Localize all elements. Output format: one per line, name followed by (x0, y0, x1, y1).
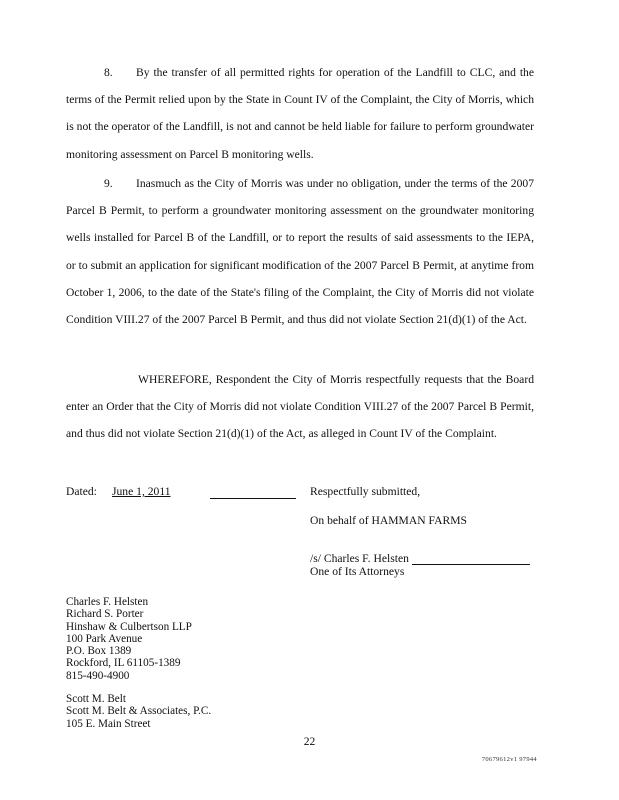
paragraph-8 (66, 59, 534, 168)
on-behalf-text: On behalf of HAMMAN FARMS (310, 514, 467, 527)
paragraph-8-text: By the transfer of all permitted rights for operation of the Landfill to CLC, and the terms of the Permit relied upon by the State in Count IV of the Complaint, the City of Morris, which is not the operator of the Landfill, is not and cannot be held liable for failure to perform groundwater monitoring assessment on Parcel B monitoring wells. (66, 66, 534, 161)
paragraph-8-number: 8. (104, 66, 113, 79)
date-blank-line (210, 498, 296, 499)
attorney-line: Scott M. Belt & Associates, P.C. (66, 705, 212, 718)
attorney-line: Charles F. Helsten (66, 596, 149, 608)
signer-name: /s/ Charles F. Helsten (310, 552, 409, 565)
dated-label: Dated: (66, 485, 97, 498)
date-value: June 1, 2011 (112, 485, 171, 498)
attorney-line: Rockford, IL 61105-1389 (66, 657, 181, 670)
document-id: 70679612v1 97944 (481, 756, 537, 763)
attorney-block-2 (66, 693, 211, 730)
attorney-block-1 (66, 596, 192, 682)
attorney-line: P.O. Box 1389 (66, 645, 132, 658)
attorney-line: Richard S. Porter (66, 608, 144, 621)
attorney-line: 815-490-4900 (66, 669, 130, 682)
paragraph-9-number: 9. (104, 177, 113, 190)
wherefore-text: WHEREFORE, Respondent the City of Morris respectfully requests that the Board enter an Order that the City of Morris did not violate Condition VIII.27 of the 2007 Parcel B Permit, and thus did not violate Section 21(d)(1) of the Act, as alleged in Count IV of the Complaint. (66, 373, 534, 441)
closing-text: Respectfully submitted, (310, 485, 421, 498)
attorney-line: 100 Park Avenue (66, 632, 143, 645)
page-number: 22 (303, 735, 316, 748)
paragraph-9-text: Inasmuch as the City of Morris was under no obligation, under the terms of the 2007 Parcel B Permit, to perform a groundwater monitoring assessment on the groundwater monitoring wells installed for Parcel B of the Landfill, or to report the results of said assessments to the IEPA, or to submit an application for significant modification of the 2007 Parcel B Permit, at anytime from October 1, 2006, to the date of the State's filing of the Complaint, the City of Morris did not violate Condition VIII.27 of the 2007 Parcel B Permit, and thus did not violate Section 21(d)(1) of the Act. (66, 177, 534, 327)
paragraph-9 (66, 170, 534, 333)
attorney-line: Scott M. Belt (66, 693, 126, 705)
wherefore-paragraph (66, 366, 534, 448)
signature-line (412, 564, 530, 565)
attorney-line: Hinshaw & Culbertson LLP (66, 620, 192, 633)
signer-role: One of Its Attorneys (310, 565, 405, 578)
attorney-line: 105 E. Main Street (66, 717, 151, 730)
